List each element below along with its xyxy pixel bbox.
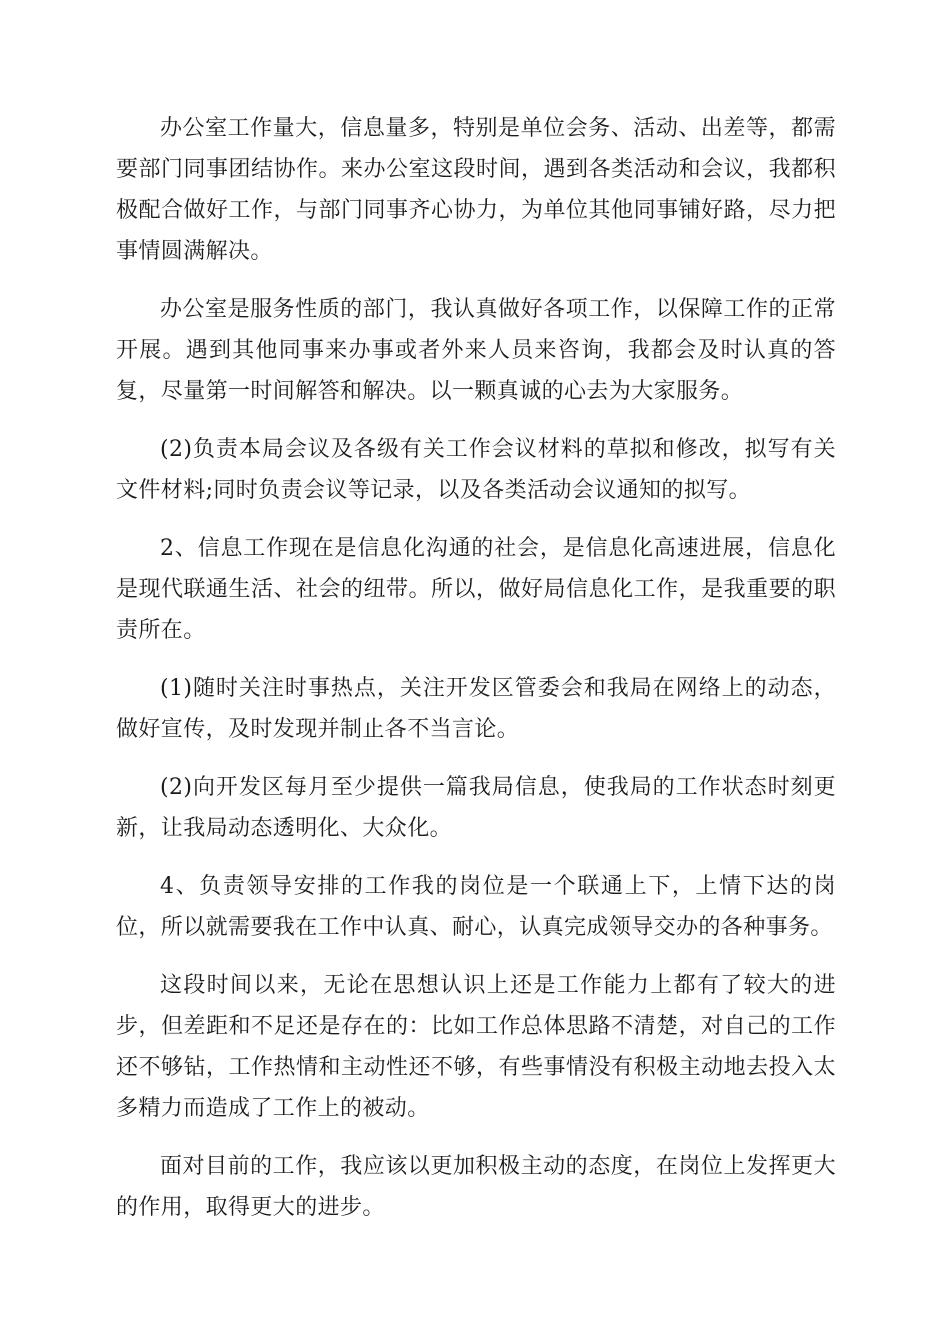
document-body [116, 108, 836, 1245]
paragraph-6: (2)向开发区每月至少提供一篇我局信息，使我局的工作状态时刻更新，让我局动态透明化、大众化。 [116, 775, 836, 841]
paragraph-3: (2)负责本局会议及各级有关工作会议材料的草拟和修改，拟写有关文件材料;同时负责会议等记录，以及各类活动会议通知的拟写。 [116, 437, 836, 503]
paragraph-8: 这段时间以来，无论在思想认识上还是工作能力上都有了较大的进步，但差距和不足还是存在的：比如工作总体思路不清楚，对自己的工作还不够钻，工作热情和主动性还不够，有些事情没有积极主动地去投入太多精力而造成了工作上的被动。 [116, 973, 836, 1121]
paragraph-9: 面对目前的工作，我应该以更加积极主动的态度，在岗位上发挥更大的作用，取得更大的进步。 [116, 1154, 836, 1220]
paragraph-4: 2、信息工作现在是信息化沟通的社会，是信息化高速进展，信息化是现代联通生活、社会的纽带。所以，做好局信息化工作，是我重要的职责所在。 [116, 536, 836, 643]
paragraph-2: 办公室是服务性质的部门，我认真做好各项工作，以保障工作的正常开展。遇到其他同事来办事或者外来人员来咨询，我都会及时认真的答复，尽量第一时间解答和解决。以一颗真诚的心去为大家服务。 [116, 297, 836, 404]
paragraph-7: 4、负责领导安排的工作我的岗位是一个联通上下，上情下达的岗位，所以就需要我在工作中认真、耐心，认真完成领导交办的各种事务。 [116, 874, 836, 940]
paragraph-1: 办公室工作量大，信息量多，特别是单位会务、活动、出差等，都需要部门同事团结协作。来办公室这段时间，遇到各类活动和会议，我都积极配合做好工作，与部门同事齐心协力，为单位其他同事铺好路，尽力把事情圆满解决。 [116, 116, 836, 264]
paragraph-5: (1)随时关注时事热点，关注开发区管委会和我局在网络上的动态，做好宣传，及时发现并制止各不当言论。 [116, 676, 836, 742]
